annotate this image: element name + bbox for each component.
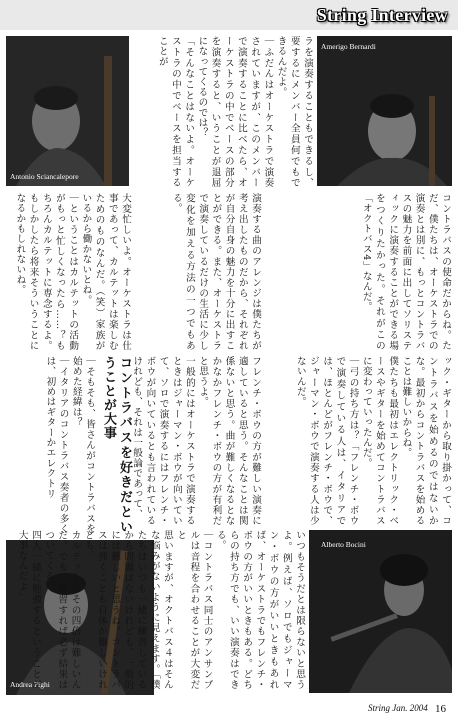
paragraph-16: ｜コントラバス同士のアンサンブルは音程を合わせることが大変だと — [175, 530, 213, 690]
text-column-2 — [134, 193, 262, 351]
paragraph-19: 四人一緒に勉強するということが大事なんだよ」 — [16, 530, 41, 690]
photo-caption-andrea: Andrea Pighi — [10, 680, 50, 689]
photo-amerigo — [317, 36, 452, 186]
photo-amerigo-image — [317, 36, 452, 186]
paragraph-8: ｜そもそも、皆さんがコントラバスを始めた経緯は？ — [70, 356, 95, 534]
paragraph-18: カルテットはその四倍は難しいんだ。でも、練習すれば必ず結果はついてくる。 — [43, 530, 81, 690]
paragraph-14: 一般的にはオーケストラで演奏するときはジャーマン・ボウが向いていて、ソロで演奏するにはフレンチ・ボウが向いているとも言われているけれども、それは一般論であって、 — [131, 356, 195, 526]
paragraph-2: 演奏する曲のアレンジは僕たちが考え出したものだから、それぞれが自分自身の魅力を十分に出すことができる。また、オーケストラで演奏しているだけの生活に少し変化を加える方法の一つでもある。 — [170, 193, 261, 351]
photo-caption-alberto: Alberto Bocini — [321, 540, 366, 549]
text-column-top-center — [134, 36, 314, 188]
paragraph-9: ｜イタリアのコントラバス奏者の多くは、初めはギターかエレクトリ — [44, 356, 69, 534]
page-number: 16 — [435, 703, 446, 715]
paragraph-7: 「そんなことはないよ。オーケストラの中でベースを担当することが — [156, 36, 195, 188]
text-column-lower-right — [264, 356, 452, 526]
section-heading: コントラバスを好きだということが大事 — [101, 356, 132, 534]
photo-caption-amerigo: Amerigo Bernardi — [321, 42, 376, 51]
paragraph-4: ｜ということはカルテットの活動がもっと忙しくなったら……？もちろんカルテットに専念するよ。もしかしたら将来そういうことになるかもしれないね。 — [14, 193, 79, 351]
paragraph-12: ｜弓の持ち方は？「フレンチ・ボウで演奏している人は、イタリアでは、ほとんどがフレンチ・ボウで、ジャーマン・ボウで演奏する人は少ないんだ。 — [294, 356, 359, 526]
paragraph-1: コントラバスの使命だからね。ただ、僕たちは、オーケストラでの演奏とは別に、もっとコントラバスの魅力を前面に出してソリスティックに演奏することができる場をつくりたかった。それがこの「オクトバス4」なんだ。 — [360, 193, 451, 351]
photo-alberto-image — [309, 530, 452, 693]
issue-footer: String Jan. 2004 — [368, 703, 428, 713]
paragraph-10: ック・ギターから取り掛かって、コントラバスを始めるのではないかな。最初からコントラバスを始めることは難しいからね。 — [400, 356, 451, 526]
photo-alberto — [309, 530, 452, 693]
paragraph-5: ラを演奏することもできるし、要するにメンバー全員何でもできるんだよ。 — [275, 36, 313, 188]
photo-antonio-image — [6, 36, 129, 186]
header-bar — [0, 0, 458, 30]
paragraph-3: 大変忙しいよ。オーケストラは仕事であって、カルテットは楽しむためのものなんだ。（笑）家族がいるから働かないとね。 — [80, 193, 131, 351]
text-column-mid-left — [6, 193, 132, 351]
photo-antonio — [6, 36, 129, 186]
paragraph-6: ｜ふだんはオーケストラで演奏されていますが、このメンバーで演奏することに比べたら、オーケストラの中でベースの部分を演奏すると、いうことが退屈になってくるのでは？ — [196, 36, 274, 188]
text-column-lower-mid — [131, 356, 262, 526]
photo-caption-antonio: Antonio Sciancalepore — [10, 172, 79, 181]
magazine-section-title: String Interview — [316, 5, 448, 25]
paragraph-13: フレンチ・ボウの方が難しい演奏に適していると思う。そんなことは関係ないと思う。曲が難しくなるとなかなかフレンチ・ボウの方が有利だと思うよ。 — [197, 356, 261, 526]
paragraph-17: 思いますが、オクトバス４はそんな悩みがないように見えます。「僕たちはいつも一緒に練習しているから問題はないけれども、一般的には難しいと思うね。コントラバスは弾くことも自体が難しいけれども、 — [82, 530, 173, 690]
paragraph-15: いつもそうだとは限らないと思うよ。例えば、ソロでもジャーマン・ボウの方がいいときもあれば、オーケストラでもフレンチ・ボウの方がいいときもある。どちらの持ち方でも、いい演奏はできる。 — [214, 530, 305, 690]
paragraph-11: 僕たちも最初はエレクトリック・ベースやギターを始めてコントラバスに変わっていったんだ。 — [360, 356, 399, 526]
text-column-1 — [264, 193, 452, 351]
text-column-lower-left — [6, 356, 132, 534]
